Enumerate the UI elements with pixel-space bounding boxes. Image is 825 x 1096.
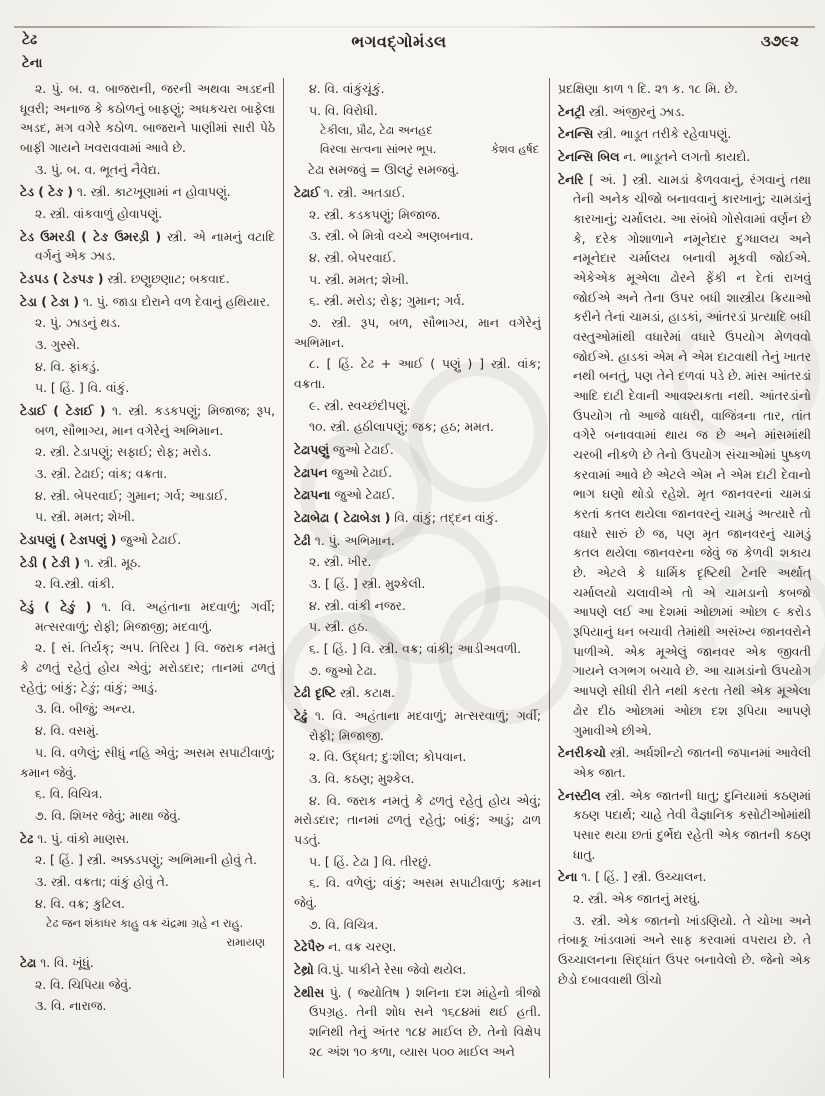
sense-paragraph: ૨. પું. ઝાડનું થડ. [35, 316, 121, 331]
headword: ટેનસ્ટીલ [558, 788, 601, 803]
headword: ટેડ ઉમરડી ( ટેઙ ઉમરડ઼ી ) [20, 229, 162, 244]
headword: ટેડ ( ટેઙ ) [20, 185, 73, 200]
sense-paragraph: ૨. પું. બ. વ. બાજરાની, જરની અથવા અડદની ધૂવરી; અનાજ કે કઠોળનું બાફણું; અધકચરા બાફેલા અડદ, મગ વગેરે કઠોળ. બાજરાને પાણીમાં સારી પેઠે બાફી ગાયને ખવરાવવામાં આવે છે. [20, 82, 275, 156]
sense-paragraph: ૨. [ હિં. ] સ્ત્રી. અક્કડપણું; અભિમાની હોવું તે. [35, 853, 257, 868]
entry-paragraph: ટેઢું ૧. વિ. અહંતાના મદવાળું; મત્સરવાળું; ગર્વી; રોફી; મિજાજી. [294, 709, 541, 743]
sense-paragraph: ૩. [ હિં. ] સ્ત્રી. મુશ્કેલી. [309, 576, 426, 591]
sense-paragraph: ૨. સ્ત્રી. ટેડાપણું; સફાઈ; રોફ; મરોડ. [35, 445, 212, 460]
page-number: ૩૭૯૨ [760, 32, 799, 50]
catchword: ટેના [22, 56, 43, 71]
page-header [22, 32, 799, 52]
sense-paragraph: ૪. વિ. વસમું. [35, 724, 99, 739]
sense-paragraph: ૨. સ્ત્રી. ખીર. [309, 555, 372, 570]
sense-paragraph: ૪. સ્ત્રી. વાંકી નજર. [309, 598, 406, 613]
entry-paragraph: ટેડી ( ટેઙી ) ૧. સ્ત્રી. મૂઠ. [20, 555, 141, 570]
sense-paragraph: ૫. વિ. વળેલું; સીધું નહિ એવું; અસમ સપાટીવાળું; કમાન જેવું. [20, 745, 275, 780]
sense-paragraph: ૭. જુઓ ટેઢા. [309, 663, 377, 678]
sense-paragraph: ૪. સ્ત્રી. બેપરવાઈ; ગુમાન; ગર્વ; આડાઈ. [35, 488, 228, 503]
headword: ટેડી ( ટેઙી ) [20, 555, 81, 570]
sense-paragraph: ૨. વિ. ઉદ્ધત; દુઃશીલ; કોપવાન. [309, 750, 467, 765]
headword: ટેડપડ ( ટેઙપઙ ) [20, 272, 104, 287]
headword: ટેડું ( ટેઙું ) [20, 600, 92, 615]
entry-paragraph: ટેઢા ૧. વિ. ખૂંધું. [20, 955, 94, 970]
entry-paragraph: ટેડ ( ટેઙ ) ૧. સ્ત્રી. કાટખૂણામાં ન હોવાપણું. [20, 185, 231, 200]
entry-paragraph: ટેનન્સિ બિલ ન. ભાડૂતને લગતો કાયદો. [558, 150, 751, 165]
sense-paragraph: ૫. સ્ત્રી. મમત; શેખી. [35, 510, 135, 525]
headword: ટેઢી [294, 533, 311, 548]
verse-line: ટેકીલા, પ્રૌઢ, ટેઢા અનહદ [320, 124, 433, 138]
sense-paragraph: ૨. સ્ત્રી. કડકપણું; મિજાજ. [309, 207, 441, 222]
sense-paragraph: ૪. વિ. ફાંકડું. [35, 359, 100, 374]
guide-word: ટેઢ [22, 32, 38, 48]
sense-paragraph: ૪. વિ. વક્ર; કુટિલ. [35, 896, 125, 911]
sense-paragraph: ૫. સ્ત્રી. હઠ. [309, 620, 369, 635]
sense-paragraph: ૨. વિ.સ્ત્રી. વાંકી. [35, 577, 115, 592]
sense-paragraph: ૩. સ્ત્રી. વક્રતા; વાંકું હોવું તે. [35, 874, 169, 889]
entry-paragraph: ટેડા ( ટેઙા ) ૧. પું. જાડા દોરાને વળ દેવાનું હથિયાર. [20, 294, 270, 309]
entry-paragraph: ટેઢાબેઢા ( ટેઢાબેઙા ) વિ. વાંકું; તદ્દન વાંકું. [294, 510, 499, 525]
sense-paragraph: ૭. વિ. શિખર જેવું; માથા જેવું. [35, 808, 181, 823]
entry-paragraph: ટેનરીકચો સ્ત્રી. અર્ધશીન્ટો જાતની જપાનમાં આવેલી એક જાત. [558, 746, 811, 780]
headword: ટેનટ્રી [558, 104, 585, 119]
sense-paragraph: ૩. ગુસ્સે. [35, 338, 80, 353]
entry-paragraph: ટેનટ્રી સ્ત્રી. અંજીરનું ઝાડ. [558, 104, 685, 119]
entry-paragraph: ટેઢાપના જુઓ ટેઢાઈ. [294, 488, 396, 503]
dictionary-column-1 [20, 80, 275, 1090]
headword: ટેઢા [20, 955, 37, 970]
entry-paragraph: ટેનરિ [ અં. ] સ્ત્રી. ચામડાં કેળવવાનું, રંગવાનું તથા તેની અનેક ચીજો બનાવવાનું કારખાનું; ચામડાંનું કારખાનું; ચર્માલય. આ સંબંધે ગોસેવામાં વર્ણન છે કે, દરેક ગોશાળાને નમૂનેદાર દુગ્ધાલય અને નમૂનેદાર ચર્માલય બનાવી મૂકવી જોઈએ. એકેએક મૂએલા ઢોરને ફેંકી ન દેતાં રાખવું જોઈએ અને તેના ઉપર બધી શાસ્ત્રીય ક્રિયાઓ કરીને તેનાં ચામડાં, હાડકાં, આંતરડાં પ્રત્યાદિ બધી વસ્તુઓમાંથી વધારેમાં વધારે ઉપયોગ મેળવવો જોઈએ. હાડકાં એમ ને એમ દાટવાથી તેનું ખાતર નથી બનતું, પણ તેને દળવાં પડે છે. માંસ આંતરડાં આદિ દાટી દેવાની આવશ્યકતા નથી. આંતરડાંનો ઉપયોગ તો આજે વાધરી, વાજિંત્રના તાર, તાંત વગેરે બનાવવામાં થાય જ છે અને માંસમાંથી ચરબી નીકળે છે તેનો ઉપયોગ સંચાઓમાં પુષ્કળ કરવામાં આવે છે એટલે એમ ને એમ દાટી દેવાનો ભાગ ઘણો થોડો રહેશે. મૃત જાનવરનાં ચામડાં કરતાં કતલ થયેલા જાનવરનું ચામડું અત્યારે તો વધારે સારું છે જ, પણ મૃત જાનવરનું ચામડું કતલ થયેલા જાનવરના જેવું જ કેળવી શકાય છે. એટલે કે ધાર્મિક દૃષ્ટિથી ટેનરિ અર્થાત્ ચર્માલયો ચલાવીએ તો એ ચામડાનો કબજો આપણે લઈ આ દેશમાં ઓછામાં ઓછા ૯ કરોડ રૂપિયાનું ધન બચાવી તેમાંથી અસંખ્ય જાનવરોને પાળીએ. એક મૂએલું જાનવર એક જીવતી ગાયને લગભગ બચાવે છે. આ ચામડાંનો ઉપયોગ આપણે સીધી રીતે નથી કરતા તેથી એક મૂએલા ઢોર દીઠ ઓછામાં ઓછા દશ રૂપિયા આપણે ગુમાવીએ છીએ. [558, 172, 811, 738]
headword: ટેઢું [294, 709, 308, 724]
sense-paragraph: ૨. [ સં. તિર્યક્; અપ. તિરિય ] વિ. જરાક નમતું કે ઢળતું રહેતું હોય એવું; મરોડદાર; તાનમાં ઢળતું રહેતું; બાંકું; ટેઙું; વાંકું; આડું. [20, 641, 275, 695]
verse-attribution: કેશવ હર્ષદ [491, 143, 539, 157]
headword: ટેથીસ [294, 985, 325, 1000]
headword: ટેઢાપન [294, 465, 328, 480]
headword: ટેડા ( ટેઙા ) [20, 294, 80, 309]
headword: ટેના [558, 870, 578, 885]
entry-paragraph: ટેડાઈ ( ટેઙાઈ ) ૧. સ્ત્રી. કડકપણું; મિજાજ; રૂપ, બળ, સૌભાગ્ય, માન વગેરેનું અભિમાન. [20, 404, 275, 438]
entry-paragraph: ટેથ્રો વિ.પું. પાકીને રેસા જેવો થયેલ. [294, 963, 467, 978]
verse-line: ટેઢ જન શંકાધર કાહુ વક્ર ચંદ્રમા ગ્રહે ન રાહુ. [46, 917, 244, 931]
verse-attribution: રામાયણ [226, 936, 265, 950]
sense-paragraph: ૮. [ હિં. ટેઢ + આઈ ( પણું ) ] સ્ત્રી. વાંક; વક્રતા. [294, 357, 541, 391]
sense-paragraph: ૫. વિ. વિરોધી. [309, 103, 378, 118]
sense-paragraph: ૩. વિ. કઠણ; મુશ્કેલ. [309, 772, 415, 787]
sense-paragraph: ૭. સ્ત્રી. રૂપ, બળ, સૌભાગ્ય, માન વગેરેનું અભિમાન. [294, 315, 541, 350]
headword: ટેથ્રો [294, 963, 314, 978]
sense-paragraph: ૬. વિ. વિચિત્ર. [35, 787, 103, 802]
entry-paragraph: ટેઢાપન જુઓ ટેઢાઈ. [294, 465, 393, 480]
entry-paragraph: ટેઢી દૃષ્ટિ સ્ત્રી. કટાક્ષ. [294, 686, 396, 701]
headword: ટેઢ [20, 831, 34, 846]
sense-paragraph: ૧૦. સ્ત્રી. હઠીલાપણું; જક; હઠ; મમત. [309, 420, 494, 435]
entry-paragraph: ટેઢેપૈરુ ન. વક્ર ચરણ. [294, 940, 397, 955]
headword: ટેઢાબેઢા ( ટેઢાબેઙા ) [294, 510, 391, 525]
entry-paragraph: ટેડ ઉમરડી ( ટેઙ ઉમરડ઼ી ) સ્ત્રી. એ નામનું વટાદિ વર્ગનું એક ઝાડ. [20, 229, 275, 264]
column-divider-right [549, 78, 550, 1078]
headword: ટેડાપણું ( ટેઙાપણું ) [20, 533, 117, 548]
sense-paragraph: ૩. પું. બ. વ. ભૂતનું નૈવેદ્ય. [35, 162, 161, 177]
headword: ટેઢાપના [294, 488, 331, 503]
headword: ટેનરીકચો [558, 746, 606, 761]
sense-paragraph: ૪. વિ. જરાક નમતું કે ઢળતું રહેતું હોય એવું; મરોડદાર; તાનમાં ઢળતું રહેતું; બાંકું; આડું; ઢાળ પડતું. [294, 793, 541, 848]
entry-paragraph: ટેઢાઈ ૧. સ્ત્રી. અતડાઈ. [294, 185, 406, 200]
headword: ટેનન્સિ બિલ [558, 150, 620, 165]
sense-paragraph: ૪. વિ. વાંકુંચૂંકું. [309, 82, 385, 96]
headword: ટેઢી દૃષ્ટિ [294, 686, 337, 701]
entry-paragraph: ટેનસ્ટીલ સ્ત્રી. એક જાતની ધાતુ; દુનિયામાં કઠણમાં કઠણ પદાર્થ; ચાહે તેવી વૈજ્ઞાનિક કસોટીઓમાંથી પસાર થયા છતાં દુર્ભેદ્ય રહેતી એક જાતની કઠણ ધાતુ. [558, 788, 811, 862]
dictionary-title: ભગવદ્ગોમંડલ [351, 32, 447, 51]
entry-paragraph: ટેડું ( ટેઙું ) ૧. વિ. અહંતાના મદવાળું; ગર્વી; મત્સરવાળું; રોફી; મિજાજી; મદવાળું. [20, 600, 275, 634]
idiom-line: ટેઢા સમજવું = ઊલટું સમજવું. [308, 163, 460, 178]
verse-line: કેશવ હર્ષદ વિરલા સત્વના સાંભર ભૂપ. [320, 142, 541, 159]
sense-paragraph: ૪. સ્ત્રી. બેપરવાઈ. [309, 250, 397, 265]
sense-paragraph: ૩. સ્ત્રી. બે મિત્રો વચ્ચે અણબનાવ. [309, 229, 474, 244]
sense-paragraph: ૩. સ્ત્રી. ટેઢાઈ; વાંક; વક્રતા. [35, 467, 168, 482]
sense-paragraph: ૬. સ્ત્રી. મરોડ; રોફ; ગુમાન; ગર્વ. [309, 294, 465, 309]
headword: ટેનરિ [558, 172, 584, 187]
sense-paragraph: ૭. વિ. વિચિત્ર. [309, 917, 379, 932]
sense-paragraph: ૩. વિ. નારાજ. [35, 999, 107, 1014]
column-divider-left [283, 78, 284, 1078]
dictionary-column-2 [294, 80, 541, 1090]
sense-paragraph: ૫. [ હિં. ] વિ. વાંકું. [35, 381, 130, 396]
sense-paragraph: ૬. [ હિં. ] વિ. સ્ત્રી. વક્ર; વાંકી; આડીઅવળી. [309, 642, 522, 656]
entry-paragraph: ટેનન્સિ સ્ત્રી. ભાડૂત તરીકે રહેવાપણું. [558, 127, 732, 142]
entry-paragraph: ટેઢ ૧. પું. વાંકો માણસ. [20, 831, 130, 846]
sense-paragraph: ૫. [ હિં. ટેઢા ] વિ. તીરછું. [309, 854, 432, 869]
header-rule [14, 26, 815, 28]
dictionary-column-3 [558, 80, 811, 1090]
sense-paragraph: ૩. સ્ત્રી. એક જાતનો ખાંડણિયો. તે ચોખા અને તંબાકૂ ખાંડવામાં અને સાફ કરવામાં વપરાય છે. તે ઉચ્ચાલનના સિદ્ધાંત ઉપર બનાવેલો છે. જેનો એક છેડો દબાવવાથી ઊંચો [558, 913, 811, 987]
sense-paragraph: ૨. વિ. ચિપિયા જેવું. [35, 977, 132, 992]
entry-paragraph: ટેઢાપણું જુઓ ટેઢાઈ. [294, 442, 394, 457]
sense-paragraph: ૨. સ્ત્રી. વાંકવાળું હોવાપણું. [35, 207, 163, 222]
headword: ટેઢાઈ [294, 185, 320, 200]
sense-paragraph: ૫. સ્ત્રી. મમત; શેખી. [309, 272, 409, 287]
headword: ટેનન્સિ [558, 127, 594, 142]
headword: ટેડાઈ ( ટેઙાઈ ) [20, 404, 106, 419]
headword: ટેઢેપૈરુ [294, 940, 325, 955]
headword: ટેઢાપણું [294, 442, 329, 457]
entry-paragraph: ટેડાપણું ( ટેઙાપણું ) જુઓ ટેઢાઈ. [20, 533, 182, 548]
entry-paragraph: ટેથીસ પું. ( જ્યોતિષ ) શનિના દશ માંહેનો ત્રીજો ઉપગ્રહ. તેની શોધ સને ૧૬૮૪માં થઈ હતી. શનિથી તેનું અંતર ૧૮૪ માઈલ છે. તેનો વિક્ષેપ ૨૮ અંશ ૧૦ કળા, વ્યાસ ૫૦૦ માઈલ અને [294, 985, 541, 1059]
entry-paragraph: ટેના ૧. [ હિં. ] સ્ત્રી. ઉચ્ચાલન. [558, 870, 707, 885]
sense-paragraph: ૯. સ્ત્રી. સ્વચ્છંદીપણું. [309, 398, 411, 413]
sense-paragraph: ૩. વિ. બીજું; અન્ય. [35, 702, 136, 717]
continuation-paragraph: પ્રદક્ષિણા કાળ ૧ દિ. ૨૧ ક. ૧૮ મિ. છે. [558, 82, 738, 96]
entry-paragraph: ટેડપડ ( ટેઙપઙ ) સ્ત્રી. છણુછણાટ; બકવાદ. [20, 272, 230, 287]
sense-paragraph: ૬. વિ. વળેલું; વાંકું; અસમ સપાટીવાળું; કમાન જેવું. [294, 876, 541, 911]
sense-paragraph: ૨. સ્ત્રી. એક જાતનું મરઘું. [573, 891, 701, 906]
entry-paragraph: ટેઢી ૧. પું. અભિમાન. [294, 533, 395, 548]
